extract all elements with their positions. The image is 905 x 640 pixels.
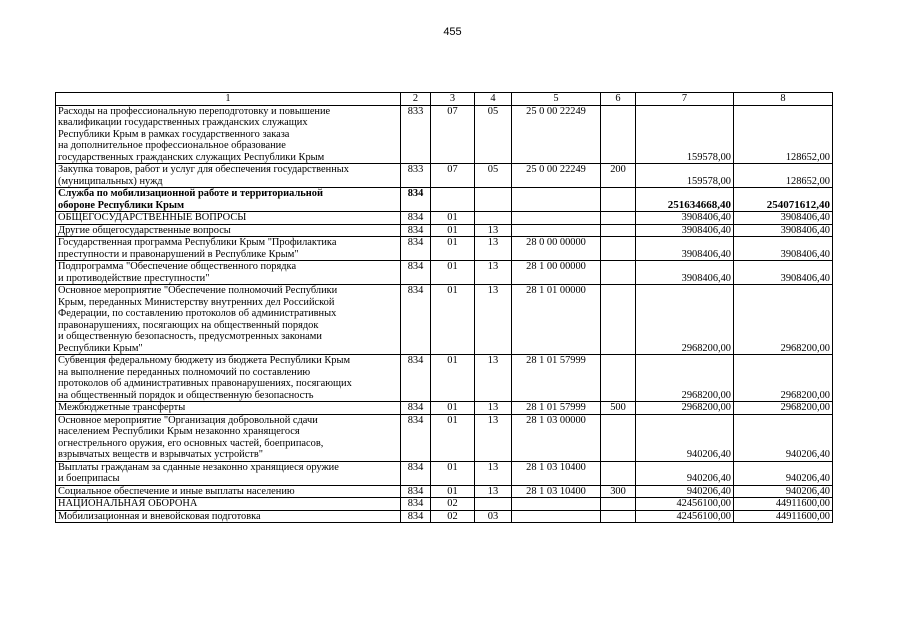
cell-name: Межбюджетные трансферты [56,402,401,415]
cell-subsection: 13 [475,261,512,285]
cell-section: 01 [431,414,475,461]
table-row [56,261,833,285]
cell-target-article: 28 1 03 10400 [512,461,601,485]
cell-expense-type [601,188,636,212]
cell-target-article: 28 1 00 00000 [512,261,601,285]
table-row [56,414,833,461]
cell-expense-type [601,285,636,355]
cell-amount-year1: 3908406,40 [636,237,734,261]
cell-section: 01 [431,261,475,285]
table-row [56,105,833,164]
cell-admin-code: 834 [401,414,431,461]
cell-name: Основное мероприятие "Обеспечение полномочий Республики Крым, переданных Министерству внутренних дел Российской Федерации, по составлению протоколов об административных правонарушениях, посягающих на общественный порядок и общественную безопасность, предусмотренных законами Республики Крым" [56,285,401,355]
cell-amount-year1: 940206,40 [636,461,734,485]
cell-amount-year2: 44911600,00 [734,498,833,511]
cell-subsection: 13 [475,224,512,237]
cell-expense-type: 300 [601,485,636,498]
table-row [56,212,833,225]
table-row [56,355,833,402]
header-cell: 3 [431,93,475,106]
cell-name: Другие общегосударственные вопросы [56,224,401,237]
cell-section: 01 [431,237,475,261]
cell-name: НАЦИОНАЛЬНАЯ ОБОРОНА [56,498,401,511]
cell-section: 01 [431,485,475,498]
cell-admin-code: 834 [401,261,431,285]
cell-section: 02 [431,498,475,511]
cell-target-article: 28 0 00 00000 [512,237,601,261]
cell-name: Подпрограмма "Обеспечение общественного порядка и противодействие преступности" [56,261,401,285]
cell-section: 07 [431,164,475,188]
cell-amount-year2: 128652,00 [734,164,833,188]
cell-target-article: 28 1 03 00000 [512,414,601,461]
cell-section: 02 [431,510,475,523]
table-row [56,485,833,498]
cell-amount-year2: 2968200,00 [734,355,833,402]
cell-amount-year1: 940206,40 [636,414,734,461]
cell-amount-year1: 2968200,00 [636,402,734,415]
cell-admin-code: 834 [401,212,431,225]
table-row [56,461,833,485]
cell-target-article [512,498,601,511]
cell-expense-type [601,212,636,225]
cell-admin-code: 834 [401,188,431,212]
cell-subsection: 13 [475,461,512,485]
cell-target-article [512,224,601,237]
table-row [56,164,833,188]
cell-amount-year1: 3908406,40 [636,212,734,225]
cell-amount-year2: 3908406,40 [734,224,833,237]
cell-amount-year1: 940206,40 [636,485,734,498]
cell-amount-year1: 3908406,40 [636,261,734,285]
header-cell: 6 [601,93,636,106]
cell-target-article: 28 1 03 10400 [512,485,601,498]
cell-admin-code: 834 [401,510,431,523]
page-number: 455 [443,26,462,38]
cell-amount-year2: 3908406,40 [734,237,833,261]
header-cell: 5 [512,93,601,106]
cell-amount-year2: 44911600,00 [734,510,833,523]
table-row [56,285,833,355]
budget-table [55,92,833,523]
cell-subsection: 13 [475,485,512,498]
cell-subsection: 13 [475,414,512,461]
cell-subsection: 05 [475,164,512,188]
cell-target-article: 28 1 01 57999 [512,355,601,402]
cell-subsection: 03 [475,510,512,523]
cell-expense-type: 200 [601,164,636,188]
cell-expense-type [601,510,636,523]
cell-section: 01 [431,461,475,485]
cell-amount-year1: 42456100,00 [636,498,734,511]
cell-amount-year1: 2968200,00 [636,285,734,355]
cell-admin-code: 834 [401,285,431,355]
header-cell: 2 [401,93,431,106]
cell-target-article: 28 1 01 00000 [512,285,601,355]
cell-expense-type: 500 [601,402,636,415]
cell-name: Служба по мобилизационной работе и территориальной обороне Республики Крым [56,188,401,212]
cell-section: 01 [431,355,475,402]
cell-admin-code: 834 [401,224,431,237]
cell-amount-year1: 3908406,40 [636,224,734,237]
cell-subsection: 13 [475,402,512,415]
cell-admin-code: 834 [401,498,431,511]
cell-subsection [475,212,512,225]
cell-name: Государственная программа Республики Крым "Профилактика преступности и правонарушений в Республике Крым" [56,237,401,261]
cell-target-article [512,212,601,225]
cell-expense-type [601,237,636,261]
table-row [56,510,833,523]
header-cell: 7 [636,93,734,106]
cell-subsection: 05 [475,105,512,164]
table-row [56,402,833,415]
header-cell: 1 [56,93,401,106]
cell-subsection: 13 [475,355,512,402]
cell-amount-year1: 42456100,00 [636,510,734,523]
table-row [56,188,833,212]
cell-section: 01 [431,402,475,415]
cell-admin-code: 834 [401,461,431,485]
cell-admin-code: 834 [401,237,431,261]
cell-name: Расходы на профессиональную переподготовку и повышение квалификации государственных гражданских служащих Республики Крым в рамках государственного заказа на дополнительное профессиональное образование государственных гражданских служащих Республики Крым [56,105,401,164]
cell-expense-type [601,498,636,511]
cell-target-article: 25 0 00 22249 [512,164,601,188]
cell-subsection: 13 [475,285,512,355]
cell-section [431,188,475,212]
cell-section: 01 [431,285,475,355]
header-cell: 4 [475,93,512,106]
cell-amount-year1: 159578,00 [636,164,734,188]
cell-amount-year1: 251634668,40 [636,188,734,212]
table-header-row [56,93,833,106]
cell-amount-year2: 3908406,40 [734,261,833,285]
cell-expense-type [601,224,636,237]
cell-amount-year2: 3908406,40 [734,212,833,225]
cell-subsection [475,498,512,511]
table-row [56,237,833,261]
cell-section: 07 [431,105,475,164]
table-row [56,498,833,511]
cell-expense-type [601,261,636,285]
cell-target-article: 28 1 01 57999 [512,402,601,415]
cell-admin-code: 834 [401,485,431,498]
cell-target-article [512,188,601,212]
cell-name: Основное мероприятие "Организация добровольной сдачи населением Республики Крым незаконно хранящегося огнестрельного оружия, его основных частей, боеприпасов, взрывчатых веществ и взрывчатых устройств" [56,414,401,461]
cell-subsection: 13 [475,237,512,261]
cell-admin-code: 834 [401,402,431,415]
cell-section: 01 [431,224,475,237]
cell-amount-year1: 159578,00 [636,105,734,164]
cell-name: Социальное обеспечение и иные выплаты населению [56,485,401,498]
cell-amount-year2: 254071612,40 [734,188,833,212]
cell-expense-type [601,105,636,164]
cell-name: Выплаты гражданам за сданные незаконно хранящиеся оружие и боеприпасы [56,461,401,485]
cell-name: Мобилизационная и вневойсковая подготовка [56,510,401,523]
cell-target-article: 25 0 00 22249 [512,105,601,164]
cell-admin-code: 833 [401,164,431,188]
cell-expense-type [601,414,636,461]
table-row [56,224,833,237]
cell-amount-year2: 940206,40 [734,414,833,461]
cell-amount-year2: 128652,00 [734,105,833,164]
cell-expense-type [601,355,636,402]
header-cell: 8 [734,93,833,106]
cell-amount-year2: 940206,40 [734,461,833,485]
cell-admin-code: 834 [401,355,431,402]
cell-amount-year1: 2968200,00 [636,355,734,402]
cell-amount-year2: 940206,40 [734,485,833,498]
cell-target-article [512,510,601,523]
cell-name: ОБЩЕГОСУДАРСТВЕННЫЕ ВОПРОСЫ [56,212,401,225]
cell-name: Субвенция федеральному бюджету из бюджета Республики Крым на выполнение переданных полномочий по составлению протоколов об административных правонарушениях, посягающих на общественный порядок и общественную безопасность [56,355,401,402]
cell-admin-code: 833 [401,105,431,164]
cell-amount-year2: 2968200,00 [734,402,833,415]
cell-name: Закупка товаров, работ и услуг для обеспечения государственных (муниципальных) нужд [56,164,401,188]
cell-section: 01 [431,212,475,225]
cell-expense-type [601,461,636,485]
cell-subsection [475,188,512,212]
cell-amount-year2: 2968200,00 [734,285,833,355]
